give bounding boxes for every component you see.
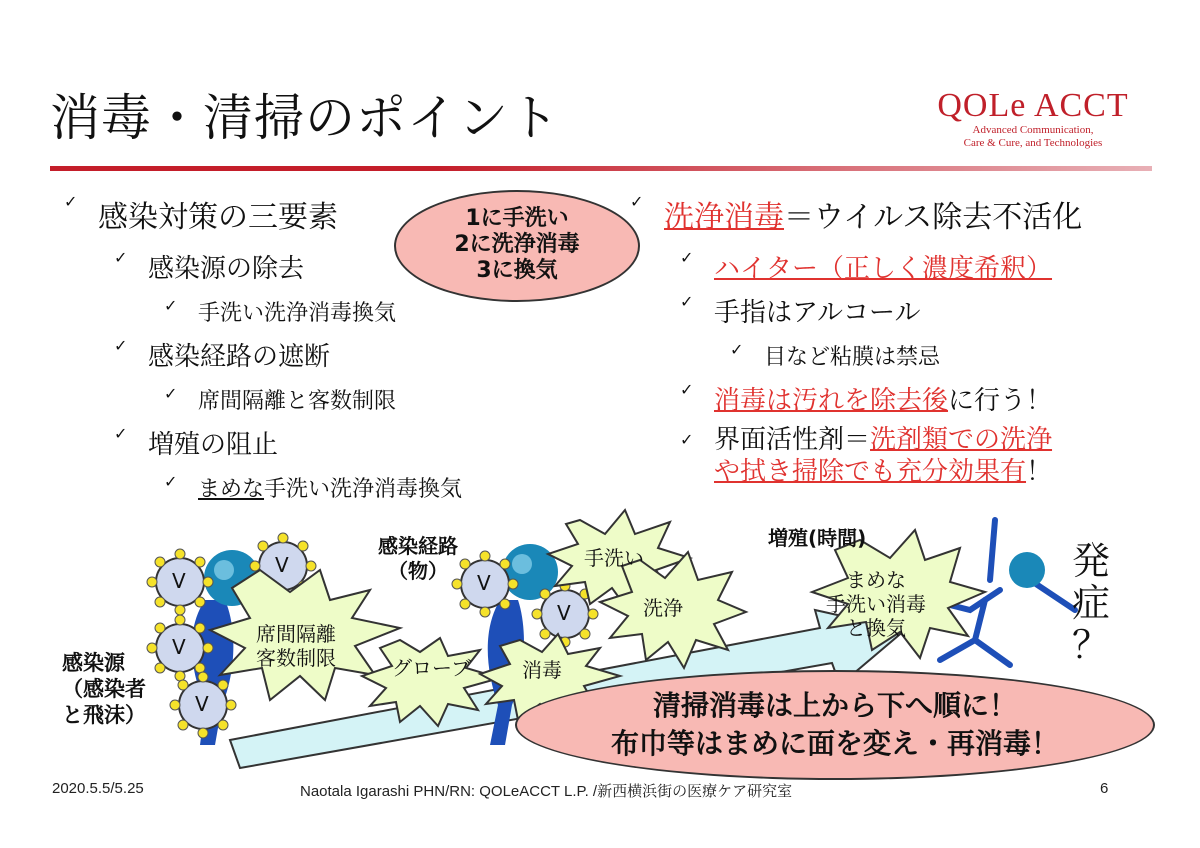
- check-icon: ✓: [680, 430, 694, 449]
- burst-frequent-line-2: 手洗い消毒: [826, 592, 926, 616]
- source-label-line-2: （感染者: [62, 677, 146, 701]
- cleaning-order-oval: [515, 670, 1155, 780]
- priority-line-2: 2に洗浄消毒: [454, 232, 580, 257]
- bullet-text-red: や拭き掃除でも充分効果有: [714, 457, 1027, 487]
- route-label-line-1: 感染経路: [378, 534, 458, 558]
- check-icon: ✓: [680, 380, 694, 399]
- bullet-text-red: 洗剤類での洗浄: [870, 425, 1053, 455]
- onset-line-3: ？: [1072, 623, 1111, 667]
- bullet-growth-block: [114, 424, 279, 461]
- burst-seat-isolation-label: [256, 622, 336, 670]
- check-icon: ✓: [114, 336, 128, 355]
- bullet-text: 手洗い洗浄消毒換気: [198, 301, 397, 326]
- running-person-head: [1009, 552, 1045, 588]
- bullet-text-red: 消毒は汚れを除去後: [714, 386, 949, 416]
- priority-oval: [394, 190, 640, 302]
- route-label: [378, 534, 458, 584]
- source-label-line-1: 感染源: [62, 651, 125, 675]
- bullet-source-removal: [114, 248, 305, 285]
- burst-disinfect-label: 消毒: [522, 658, 562, 682]
- bullet-handwash-2: [164, 472, 463, 503]
- title-divider: [50, 166, 1152, 171]
- priority-line-3: 3に換気: [476, 258, 558, 283]
- bullet-alcohol: [680, 292, 921, 329]
- bullet-text: 増殖の阻止: [148, 430, 279, 460]
- bullet-text: 界面活性剤＝: [714, 425, 871, 455]
- bullet-text-red: ハイター（正しく濃度希釈）: [714, 254, 1053, 284]
- bullet-wash-disinfect: [630, 192, 1083, 236]
- bullet-text: 目など粘膜は禁忌: [764, 345, 941, 370]
- footer-date: 2020.5.5/5.25: [52, 780, 144, 797]
- check-icon: ✓: [164, 384, 178, 403]
- bullet-text: 感染対策の三要素: [98, 200, 338, 235]
- bullet-text: 手洗い洗浄消毒換気: [264, 477, 463, 502]
- page-title: 消毒・清掃のポイント: [50, 89, 560, 147]
- check-icon: ✓: [164, 472, 178, 491]
- virus-letter: V: [172, 569, 186, 593]
- burst-frequent-line-1: まめな: [846, 568, 906, 592]
- virus-letter: V: [557, 601, 571, 625]
- burst-frequent-label: [826, 568, 926, 640]
- bullet-text: ＝ウイルス除去不活化: [784, 200, 1083, 235]
- check-icon: ✓: [680, 248, 694, 267]
- bullet-text-red: 洗浄消毒: [664, 200, 784, 235]
- check-icon: ✓: [164, 296, 178, 315]
- priority-line-1: 1に手洗い: [465, 206, 569, 231]
- bullet-after-cleaning: [680, 380, 1053, 417]
- logo-subtitle-1: Advanced Communication,: [972, 124, 1094, 136]
- onset-line-1: 発: [1072, 539, 1111, 583]
- burst-handwash-label: 手洗い: [584, 546, 644, 570]
- bullet-route-block: [114, 336, 331, 373]
- cleaning-line-2: 布巾等はまめに面を変え・再消毒！: [610, 727, 1059, 760]
- burst-wash-label: 洗浄: [643, 596, 683, 620]
- burst-seat-line-2: 客数制限: [256, 646, 336, 670]
- virus-letter: V: [195, 692, 209, 716]
- onset-line-2: 症: [1072, 581, 1111, 625]
- logo-subtitle-2: Care & Cure, and Technologies: [963, 137, 1103, 149]
- source-label: [62, 650, 146, 728]
- bullet-handwash-1: [164, 296, 397, 327]
- check-icon: ✓: [64, 192, 78, 211]
- bullet-mucosa: [730, 340, 941, 371]
- burst-seat-line-1: 席間隔離: [256, 622, 336, 646]
- source-label-line-3: と飛沫）: [62, 703, 146, 727]
- bullet-text: 感染経路の遮断: [148, 342, 331, 372]
- bullet-seat-isolation: [164, 384, 397, 415]
- bullet-text: 席間隔離と客数制限: [198, 389, 397, 414]
- bullet-text: ！: [1026, 457, 1053, 487]
- bullet-three-elements: [64, 192, 338, 236]
- bullet-text: に行う！: [948, 386, 1053, 416]
- growth-label: 増殖(時間): [768, 526, 867, 550]
- check-icon: ✓: [114, 248, 128, 267]
- bullet-text: 感染源の除去: [148, 254, 305, 284]
- onset-label: [1072, 540, 1110, 666]
- bullet-surfactant: [680, 424, 1053, 488]
- check-icon: ✓: [630, 192, 644, 211]
- bullet-haiter: [680, 248, 1053, 285]
- check-icon: ✓: [114, 424, 128, 443]
- footer-credit: Naotala Igarashi PHN/RN: QOLeACCT L.P. /新西横浜街の医療ケア研究室: [300, 783, 793, 800]
- check-icon: ✓: [680, 292, 694, 311]
- virus-letter: V: [172, 635, 186, 659]
- bullet-text: 手指はアルコール: [714, 298, 921, 328]
- burst-glove-label: グローブ: [392, 656, 471, 680]
- page-number: 6: [1100, 780, 1109, 797]
- burst-frequent-line-3: と換気: [846, 616, 906, 640]
- cleaning-line-1: 清掃消毒は上から下へ順に！: [652, 689, 1017, 722]
- route-label-line-2: （物）: [388, 559, 448, 583]
- logo-main-text: QOLe ACCT: [937, 87, 1129, 124]
- brand-logo: [928, 88, 1138, 150]
- check-icon: ✓: [730, 340, 744, 359]
- virus-letter: V: [275, 553, 289, 577]
- virus-letter: V: [477, 571, 491, 595]
- bullet-text-underlined: まめな: [198, 477, 265, 502]
